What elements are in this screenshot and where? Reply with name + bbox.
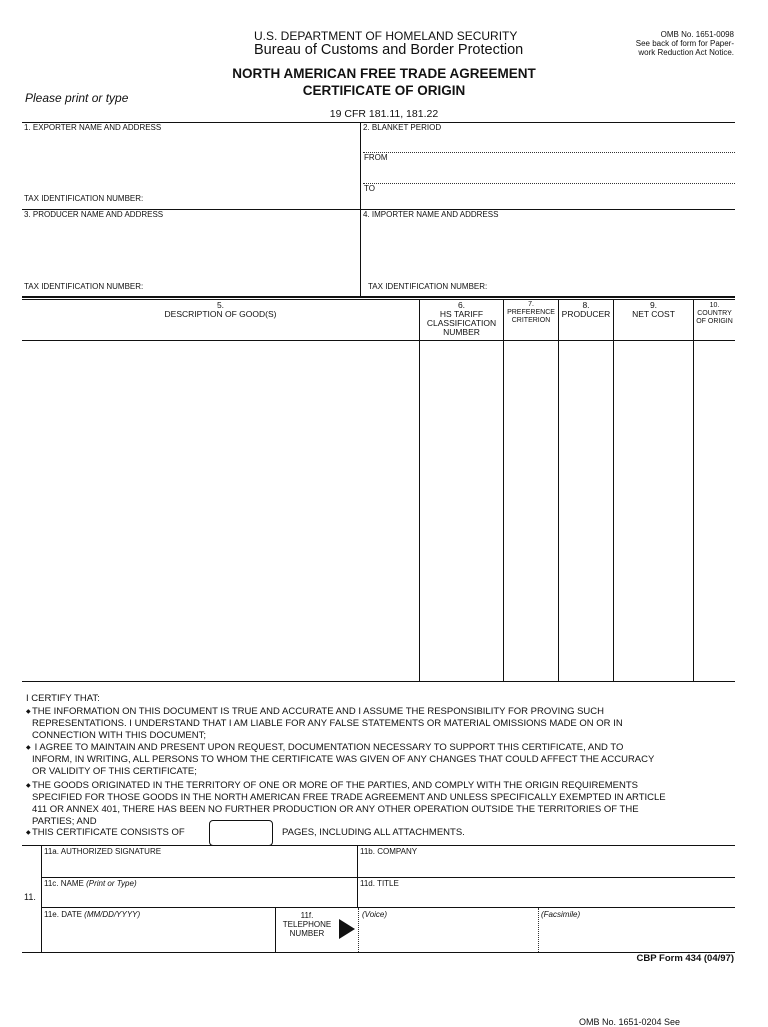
date-label-text: 11e. DATE xyxy=(44,910,85,919)
department-name: U.S. DEPARTMENT OF HOMELAND SECURITY xyxy=(254,29,518,43)
rule-table-bottom xyxy=(22,681,735,682)
rule-voice-left xyxy=(358,908,359,952)
col9-number: 9. xyxy=(649,300,658,310)
omb-notice-line2: See back of form for Paper- xyxy=(635,39,734,48)
certify-pages-post: PAGES, INCLUDING ALL ATTACHMENTS. xyxy=(282,827,465,838)
col7-header xyxy=(504,301,558,325)
rule-sig-row3 xyxy=(41,907,735,908)
rule-table-top xyxy=(22,296,735,298)
col9-label: NET COST xyxy=(632,309,675,319)
to-label: TO xyxy=(364,184,375,193)
name-field[interactable] xyxy=(43,889,355,907)
col8-label: PRODUCER xyxy=(561,309,611,319)
col6-label-3: NUMBER xyxy=(443,327,480,337)
preference-criterion-field[interactable] xyxy=(505,342,557,680)
col9-header xyxy=(614,301,693,319)
rule-sig-top xyxy=(22,845,735,846)
rule-fax-left xyxy=(538,908,539,952)
col-divider-10 xyxy=(693,299,694,681)
facsimile-field[interactable] xyxy=(540,920,734,950)
col5-number: 5. xyxy=(216,300,225,310)
company-field[interactable] xyxy=(359,857,734,877)
signature-field[interactable] xyxy=(43,857,355,877)
producer-label: 3. PRODUCER NAME AND ADDRESS xyxy=(24,210,164,219)
bullet-icon: ◆ xyxy=(26,709,31,715)
col10-header xyxy=(694,302,735,326)
rule-sig-mid xyxy=(357,845,358,907)
arrow-right-icon xyxy=(339,919,355,939)
telephone-label xyxy=(276,911,338,938)
importer-tax-id-label: TAX IDENTIFICATION NUMBER: xyxy=(368,282,488,291)
signature-label: 11a. AUTHORIZED SIGNATURE xyxy=(44,847,162,856)
description-field[interactable] xyxy=(23,342,418,680)
certify-b2-line1: I AGREE TO MAINTAIN AND PRESENT UPON REQUEST, DOCUMENTATION NECESSARY TO SUPPORT THIS CERTIFICATE, AND TO xyxy=(32,742,624,753)
certify-b2-line3: OR VALIDITY OF THIS CERTIFICATE; xyxy=(32,766,197,777)
from-field[interactable] xyxy=(363,152,735,153)
form-title-line2: CERTIFICATE OF ORIGIN xyxy=(302,83,466,98)
rule-sig-row2 xyxy=(41,877,735,878)
col6-label-2: CLASSIFICATION xyxy=(426,318,497,328)
certify-b3-line2: SPECIFIED FOR THOSE GOODS IN THE NORTH AMERICAN FREE TRADE AGREEMENT AND UNLESS SPECIFICALLY EXEMPTED IN ARTICLE xyxy=(32,792,666,803)
bullet-icon: ◆ xyxy=(26,745,31,751)
certify-b1-line3: CONNECTION WITH THIS DOCUMENT; xyxy=(32,730,206,741)
col6-number: 6. xyxy=(457,300,466,310)
col-divider-8 xyxy=(558,299,559,681)
telephone-number-code: 11f. xyxy=(300,911,314,920)
hs-tariff-field[interactable] xyxy=(421,342,502,680)
certify-b3-line1: THE GOODS ORIGINATED IN THE TERRITORY OF ONE OR MORE OF THE PARTIES, AND COMPLY WITH THE ORIGIN REQUIREMENTS xyxy=(32,780,638,791)
date-field[interactable] xyxy=(43,920,273,950)
col7-label-2: CRITERION xyxy=(511,317,551,324)
importer-field[interactable] xyxy=(362,219,734,279)
omb-notice-line3: work Reduction Act Notice. xyxy=(638,48,734,57)
date-label xyxy=(44,910,140,919)
col-divider-6 xyxy=(419,299,420,681)
from-label: FROM xyxy=(364,153,388,162)
omb-notice xyxy=(594,30,734,57)
blanket-period-label: 2. BLANKET PERIOD xyxy=(363,123,442,132)
bullet-icon: ◆ xyxy=(26,783,31,789)
col10-label-1: COUNTRY xyxy=(697,310,732,317)
certify-b3-line3: 411 OR ANNEX 401, THERE HAS BEEN NO FURTHER PRODUCTION OR ANY OTHER OPERATION OUTSIDE THE TERRITORIES OF THE xyxy=(32,804,639,815)
col10-number: 10. xyxy=(709,302,720,309)
rule-table-header-bottom xyxy=(22,340,735,341)
certify-b1-line1: THE INFORMATION ON THIS DOCUMENT IS TRUE AND ACCURATE AND I ASSUME THE RESPONSIBILITY FOR PROVING SUCH xyxy=(32,706,605,717)
exporter-field[interactable] xyxy=(23,131,359,193)
to-field[interactable] xyxy=(363,183,735,184)
title-field[interactable] xyxy=(359,889,734,907)
cfr-reference: 19 CFR 181.11, 181.22 xyxy=(329,108,439,120)
certify-pages-pre: THIS CERTIFICATE CONSISTS OF xyxy=(32,827,185,838)
col5-label: DESCRIPTION OF GOOD(S) xyxy=(164,309,277,319)
exporter-tax-id-label: TAX IDENTIFICATION NUMBER: xyxy=(24,194,144,203)
voice-label: (Voice) xyxy=(362,910,388,919)
certify-intro: I CERTIFY THAT: xyxy=(26,693,100,704)
name-label-hint: (Print or Type) xyxy=(86,879,137,888)
col-divider-7 xyxy=(503,299,504,681)
net-cost-field[interactable] xyxy=(615,342,692,680)
col7-label-1: PREFERENCE xyxy=(507,309,555,316)
producer-field[interactable] xyxy=(23,219,359,279)
certify-b1-line2: REPRESENTATIONS. I UNDERSTAND THAT I AM LIABLE FOR ANY FALSE STATEMENTS OR MATERIAL OMISSIONS MADE ON OR IN xyxy=(32,718,623,729)
producer-tax-id-label: TAX IDENTIFICATION NUMBER: xyxy=(24,282,144,291)
form-number: CBP Form 434 (04/97) xyxy=(636,953,734,964)
importer-label: 4. IMPORTER NAME AND ADDRESS xyxy=(363,210,499,219)
certify-bullet-3 xyxy=(26,780,736,828)
certify-b2-line2: INFORM, IN WRITING, ALL PERSONS TO WHOM THE CERTIFICATE WAS GIVEN OF ANY CHANGES THAT COULD AFFECT THE ACCURACY xyxy=(32,754,655,765)
rule-table-top-inner xyxy=(22,299,735,300)
col8-header xyxy=(559,301,613,319)
title-label: 11d. TITLE xyxy=(360,879,399,888)
col6-header xyxy=(420,301,503,337)
col5-header xyxy=(22,301,419,319)
company-label: 11b. COMPANY xyxy=(360,847,418,856)
print-instruction: Please print or type xyxy=(25,91,129,105)
rule-sig-left xyxy=(41,845,42,952)
name-label xyxy=(44,879,137,888)
page-count-field[interactable] xyxy=(209,820,273,846)
next-page-omb: OMB No. 1651-0204 See xyxy=(579,1017,681,1027)
country-of-origin-field[interactable] xyxy=(695,342,735,680)
omb-number: OMB No. 1651-0098 xyxy=(660,30,734,39)
name-label-text: 11c. NAME xyxy=(44,879,87,888)
certify-bullet-2 xyxy=(26,742,736,778)
col7-number: 7. xyxy=(528,301,534,308)
certify-b3-line4: PARTIES; AND xyxy=(32,816,97,827)
telephone-label-2: NUMBER xyxy=(289,929,325,938)
voice-phone-field[interactable] xyxy=(360,920,536,950)
date-label-hint: (MM/DD/YYYY) xyxy=(84,910,141,919)
form-title-line1: NORTH AMERICAN FREE TRADE AGREEMENT xyxy=(232,66,536,81)
certify-bullet-1 xyxy=(26,706,736,742)
col6-label-1: HS TARIFF xyxy=(439,309,484,319)
col-divider-9 xyxy=(613,299,614,681)
exporter-label: 1. EXPORTER NAME AND ADDRESS xyxy=(24,123,162,132)
rule-sig-bottom xyxy=(22,952,735,953)
col8-number: 8. xyxy=(582,300,590,310)
signature-row-number: 11. xyxy=(24,892,36,902)
facsimile-label: (Facsimile) xyxy=(541,910,581,919)
telephone-label-1: TELEPHONE xyxy=(282,920,332,929)
col10-label-2: OF ORIGIN xyxy=(696,318,733,325)
producer-column-field[interactable] xyxy=(560,342,612,680)
bullet-icon: ◆ xyxy=(26,830,31,836)
bureau-name: Bureau of Customs and Border Protection xyxy=(254,42,524,58)
